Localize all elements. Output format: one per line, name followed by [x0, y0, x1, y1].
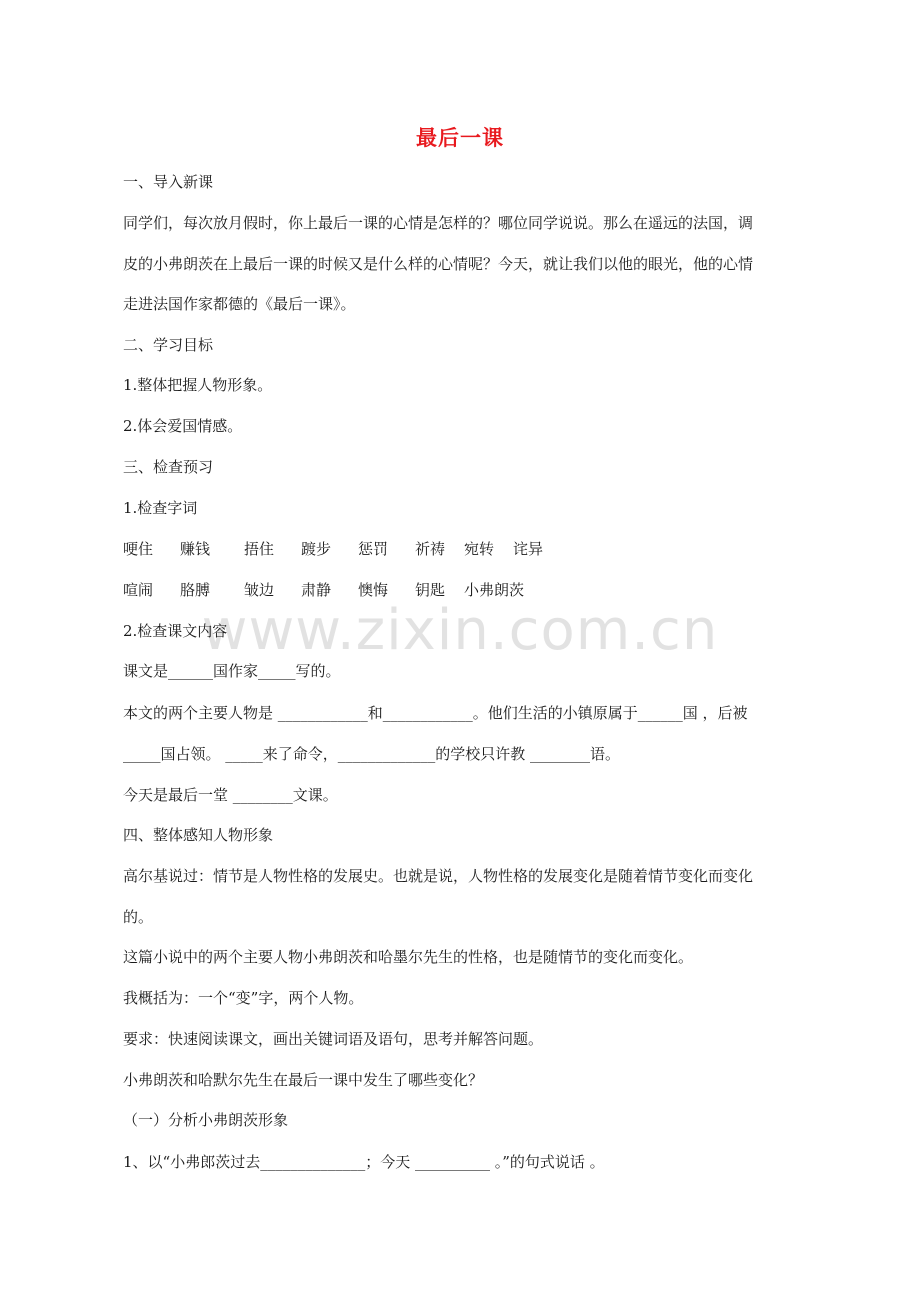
goal-item: 1.整体把握人物形象。 [123, 376, 273, 394]
section-heading-characters: 四、整体感知人物形象 [123, 826, 274, 844]
subheading-words: 1.检查字词 [123, 499, 198, 517]
document-title: 最后一课 [416, 126, 504, 150]
word-item: 祈祷 [415, 540, 446, 558]
word-item: 懊悔 [358, 581, 389, 599]
paragraph-line: 走进法国作家都德的《最后一课》。 [123, 295, 356, 313]
word-item: 踱步 [301, 540, 332, 558]
word-item: 宛转 [464, 540, 495, 558]
word-item: 小弗朗茨 [464, 581, 525, 599]
paragraph-line: 皮的小弗朗茨在上最后一课的时候又是什么样的心情呢？今天，就让我们以他的眼光，他的心情 [123, 255, 754, 273]
word-item: 喧闹 [123, 581, 154, 599]
fill-blank-line: _____国占领。 _____来了命令，_____________的学校只许教 ________语。 [123, 745, 621, 763]
section-heading-goals: 二、学习目标 [123, 336, 214, 354]
subheading-content: 2.检查课文内容 [123, 622, 228, 640]
paragraph-line: 我概括为：一个“变”字，两个人物。 [123, 989, 364, 1007]
word-item: 诧异 [513, 540, 544, 558]
subsection-heading: （一）分析小弗朗茨形象 [123, 1111, 289, 1129]
fill-blank-line: 今天是最后一堂 ________文课。 [123, 786, 338, 804]
paragraph-line: 小弗朗茨和哈默尔先生在最后一课中发生了哪些变化？ [123, 1071, 484, 1089]
paragraph-line: 同学们，每次放月假时，你上最后一课的心情是怎样的？哪位同学说说。那么在遥远的法国，调 [123, 214, 754, 232]
word-item: 哽住 [123, 540, 154, 558]
word-item: 胳膊 [180, 581, 211, 599]
fill-blank-line: 课文是______国作家_____写的。 [123, 662, 341, 680]
word-item: 赚钱 [180, 540, 211, 558]
watermark: www.zixin.com.cn [201, 598, 719, 663]
fill-blank-line: 本文的两个主要人物是 ____________和____________。他们生活的小镇原属于______国 ，后被 [123, 704, 748, 722]
paragraph-line: 的。 [123, 908, 154, 926]
paragraph-line: 高尔基说过：情节是人物性格的发展史。也就是说，人物性格的发展变化是随着情节变化而变化 [123, 867, 754, 885]
word-item: 惩罚 [358, 540, 389, 558]
paragraph-line: 这篇小说中的两个主要人物小弗朗茨和哈墨尔先生的性格，也是随情节的变化而变化。 [123, 948, 694, 966]
paragraph-line: 要求：快速阅读课文，画出关键词语及语句，思考并解答问题。 [123, 1030, 544, 1048]
word-item: 皱边 [244, 581, 275, 599]
section-heading-intro: 一、导入新课 [123, 173, 214, 191]
question-line: 1、以“小弗郎茨过去______________；今天 __________ 。”的句式说话 。 [123, 1153, 605, 1171]
word-item: 捂住 [244, 540, 275, 558]
section-heading-preview: 三、检查预习 [123, 458, 214, 476]
word-item: 肃静 [301, 581, 332, 599]
word-item: 钥匙 [415, 581, 446, 599]
goal-item: 2.体会爱国情感。 [123, 417, 243, 435]
